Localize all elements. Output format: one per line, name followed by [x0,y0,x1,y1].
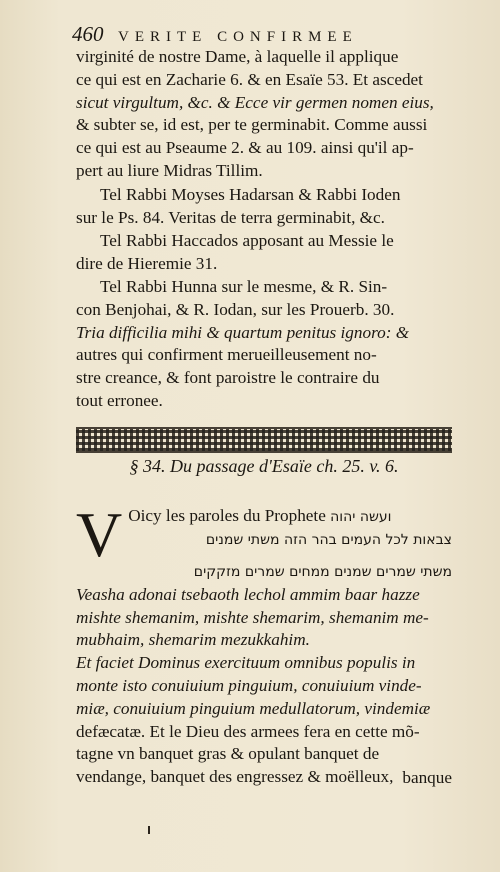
text-line: tagne vn banquet gras & opulant banquet de [76,744,380,764]
latin-line: Et faciet Dominus exercituum omnibus populis in [76,653,416,673]
text-line: Tel Rabbi Haccados apposant au Messie le [100,231,394,250]
transliteration-line: mishte shemanim, mishte shemarim, shemanim me- [76,607,429,627]
transliteration-line: Veasha adonai tsebaoth lechol ammim baar hazze [76,584,420,604]
text-line: Tel Rabbi Moyses Hadarsan & Rabbi Ioden [100,185,401,204]
top-paragraph [76,46,452,183]
catchword: banque [402,768,452,787]
text-line: sur le Ps. 84. Veritas de terra germinabit, &c. [76,207,385,227]
page-header [72,22,452,47]
latin-line: miæ, conuiuium pinguium medullatorum, vindemiæ [76,698,431,718]
section-heading: § 34. Du passage d'Esaïe ch. 25. v. 6. [129,456,399,476]
hebrew-line: צבאות לכל העמים בהר הזה משתי שמנים [205,531,452,548]
text-line: & subter se, id est, per te germinabit. Comme aussi [76,115,428,135]
text-line: Tria difficilia mihi & quartum penitus ignoro: & [76,322,410,342]
running-head: VERITE CONFIRMEE [118,29,358,45]
text-line: ce qui est en Zacharie 6. & en Esaïe 53. Et ascedet [76,69,423,89]
paragraph-moyses [76,184,452,230]
text-line: Tel Rabbi Hunna sur le mesme, & R. Sin- [100,277,388,296]
latin-line: monte isto conuiuium pinguium, conuiuium vinde- [76,675,422,695]
section-body [76,499,452,789]
text-line: ce qui est au Pseaume 2. & au 109. ainsi qu'il ap- [76,138,414,158]
text-line: defæcatæ. Et le Dieu des armees fera en cette mõ- [76,721,420,741]
paragraph-hunna [76,276,452,413]
text-line: virginité de nostre Dame, à laquelle il applique [76,47,399,66]
drop-cap: V [76,499,123,570]
text-line: stre creance, & font paroistre le contraire du [76,368,380,388]
text-line: sicut virgultum, &c. & Ecce vir germen nomen eius, [76,92,434,112]
text-line: con Benjohai, & R. Iodan, sur les Prouerb. 30. [76,299,395,319]
signature-mark [148,826,150,834]
hebrew-text: ועשה יהוה [330,509,392,525]
text-line: Oicy les paroles du Prophete [128,506,326,525]
text-line: pert au liure Midras Tillim. [76,160,263,180]
text-line: tout erronee. [76,390,163,410]
hebrew-line: משתי שמרים שמנים ממחים שמרים מזקקים [193,564,452,580]
page-number: 460 [72,22,104,46]
paragraph-haccados [76,230,452,276]
text-line: dire de Hieremie 31. [76,253,218,273]
text-line: vendange, banquet des engressez & moëlleux, [76,767,394,787]
ornament-divider [76,427,452,453]
transliteration-line: mubhaim, shemarim mezukkahim. [76,630,310,650]
text-line: autres qui confirment merueilleusement no- [76,345,377,365]
